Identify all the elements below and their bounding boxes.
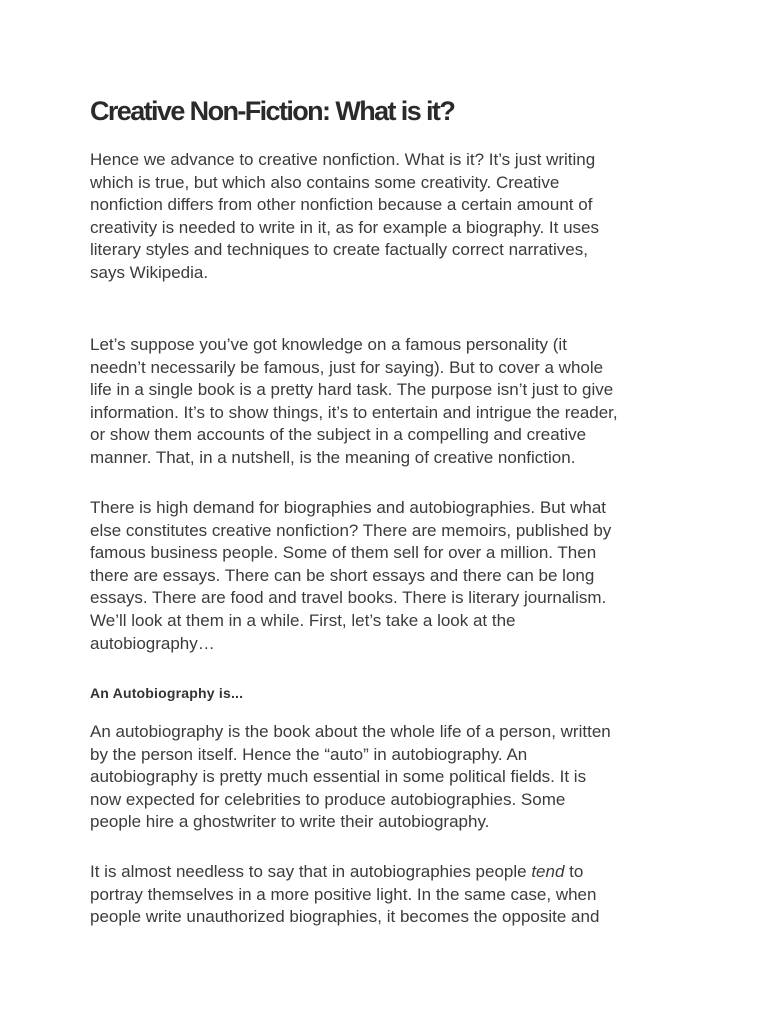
paragraph-line: life in a single book is a pretty hard task. The purpose isn’t just to give — [90, 380, 614, 400]
paragraph-line: manner. That, in a nutshell, is the meaning of creative nonfiction. — [90, 447, 576, 467]
line-text: to — [564, 862, 584, 881]
paragraph-line: literary styles and techniques to create factually correct narratives, — [90, 240, 588, 260]
section-heading: An Autobiography is... — [90, 685, 244, 701]
paragraph-line: people write unauthorized biographies, it becomes the opposite and — [90, 907, 600, 927]
paragraph-line: essays. There are food and travel books. There is literary journalism. — [90, 588, 607, 608]
paragraph-line: portray themselves in a more positive light. In the same case, when — [90, 884, 597, 904]
paragraph-line: nonfiction differs from other nonfiction because a certain amount of — [90, 195, 593, 215]
paragraph-line: there are essays. There can be short essays and there can be long — [90, 565, 595, 585]
paragraph-line: needn’t necessarily be famous, just for saying). But to cover a whole — [90, 357, 604, 377]
paragraph-positive-light — [90, 861, 690, 929]
paragraph-intro — [90, 149, 690, 285]
paragraph-line: There is high demand for biographies and autobiographies. But what — [90, 498, 607, 517]
paragraph-line: We’ll look at them in a while. First, let’s take a look at the — [90, 610, 516, 630]
paragraph-famous-personality — [90, 334, 690, 470]
paragraph-line: which is true, but which also contains some creativity. Creative — [90, 172, 560, 192]
paragraph-line: or show them accounts of the subject in a compelling and creative — [90, 425, 587, 445]
paragraph-line: An autobiography is the book about the whole life of a person, written — [90, 722, 611, 741]
page-title: Creative Non-Fiction: What is it? — [90, 96, 455, 126]
paragraph-line — [90, 861, 690, 884]
paragraph-line: creativity is needed to write in it, as for example a biography. It uses — [90, 217, 599, 237]
line-text: It is almost needless to say that in autobiographies people — [90, 862, 532, 881]
paragraph-line: autobiography… — [90, 633, 215, 653]
paragraph-line: Let’s suppose you’ve got knowledge on a famous personality (it — [90, 335, 567, 354]
paragraph-line: by the person itself. Hence the “auto” in autobiography. An — [90, 744, 528, 764]
paragraph-line: autobiography is pretty much essential in some political fields. It is — [90, 767, 587, 787]
emphasis-text: tend — [531, 862, 565, 881]
paragraph-line: people hire a ghostwriter to write their autobiography. — [90, 812, 490, 832]
paragraph-line: famous business people. Some of them sell for over a million. Then — [90, 543, 597, 563]
paragraph-line: now expected for celebrities to produce autobiographies. Some — [90, 789, 566, 809]
paragraph-line: information. It’s to show things, it’s to entertain and intrigue the reader, — [90, 402, 618, 422]
paragraph-demand — [90, 497, 690, 655]
paragraph-line: says Wikipedia. — [90, 262, 209, 282]
paragraph-line: Hence we advance to creative nonfiction. What is it? It’s just writing — [90, 150, 596, 169]
paragraph-autobiography — [90, 721, 690, 834]
paragraph-line: else constitutes creative nonfiction? There are memoirs, published by — [90, 520, 612, 540]
